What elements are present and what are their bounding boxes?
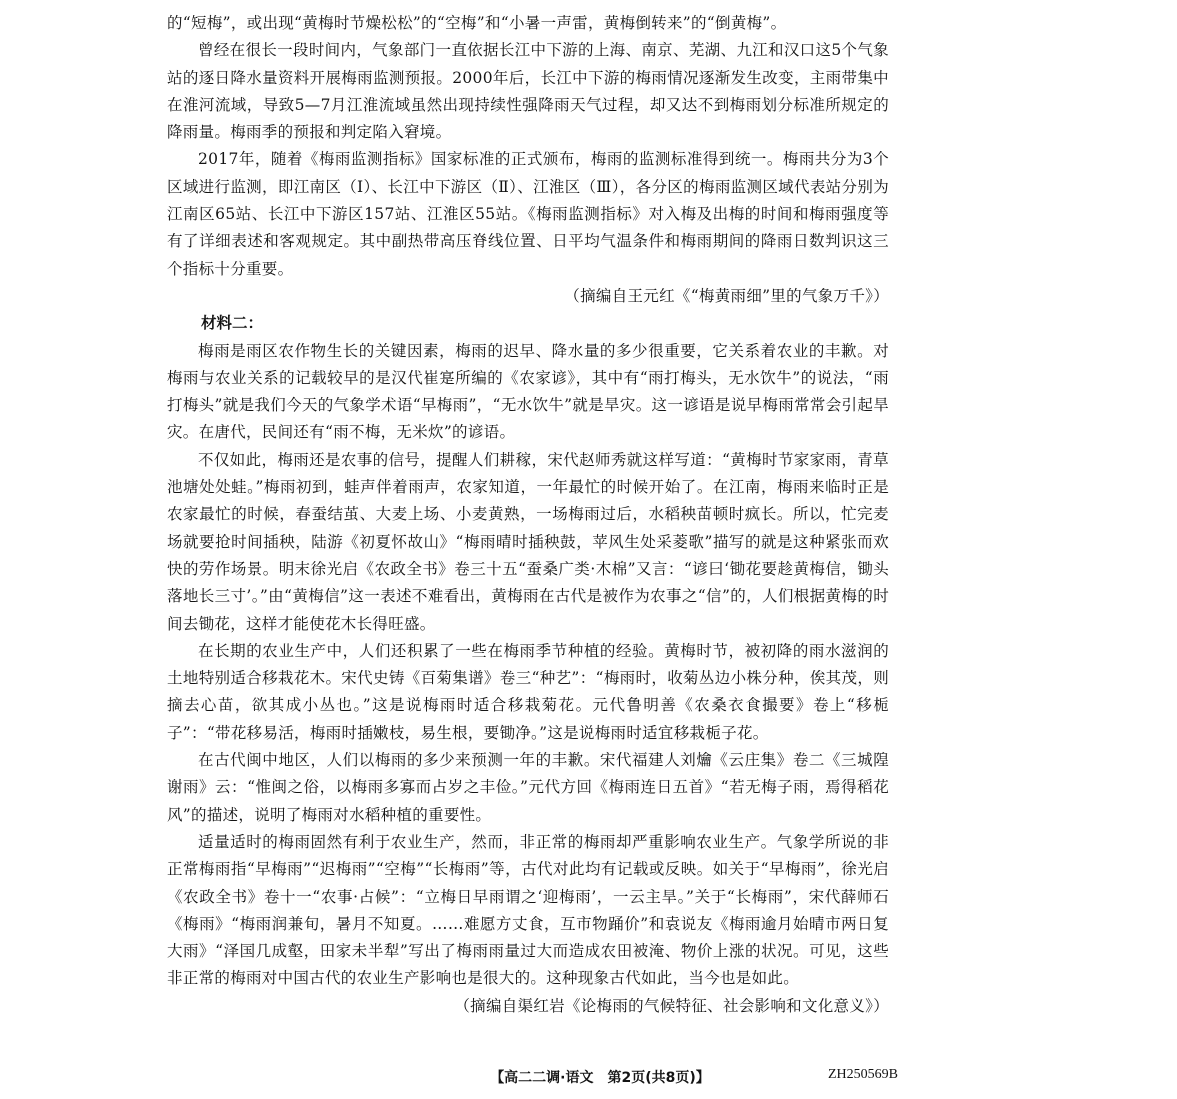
paragraph: 适量适时的梅雨固然有利于农业生产，然而，非正常的梅雨却严重影响农业生产。气象学所说的非正常梅雨指“早梅雨”“迟梅雨”“空梅”“长梅雨”等，古代对此均有记载或反映。如关于“早梅雨”，徐光启《农政全书》卷十一“农事·占候”：“立梅日早雨谓之‘迎梅雨’，一云主旱。”关于“长梅雨”，宋代薛师石《梅雨》“梅雨润兼旬，暑月不知夏。……难愿方丈食，互市物踊价”和袁说友《梅雨逾月始晴市两日复大雨》“泽国几成壑，田家未半犁”写出了梅雨雨量过大而造成农田被淹、物价上涨的状况。可见，这些非正常的梅雨对中国古代的农业生产影响也是很大的。这种现象古代如此，当今也是如此。 xyxy=(167,832,889,988)
document-page xyxy=(167,10,889,1020)
paragraph: 不仅如此，梅雨还是农事的信号，提醒人们耕稼，宋代赵师秀就这样写道：“黄梅时节家家雨，青草池塘处处蛙。”梅雨初到，蛙声伴着雨声，农家知道，一年最忙的时候开始了。在江南，梅雨来临时正是农家最忙的时候，春蚕结茧、大麦上场、小麦黄熟，一场梅雨过后，水稻秧苗顿时疯长。所以，忙完麦场就要抢时间插秧，陆游《初夏怀故山》“梅雨晴时插秧鼓，苹风生处采菱歌”描写的就是这种紧张而欢快的劳作场景。明末徐光启《农政全书》卷三十五“蚕桑广类·木棉”又言：“谚曰‘锄花要趁黄梅信，锄头落地长三寸’。”由“黄梅信”这一表述不难看出，黄梅雨在古代是被作为农事之“信”的，人们根据黄梅的时间去锄花，这样才能使花木长得旺盛。 xyxy=(167,450,890,633)
paragraph: 曾经在很长一段时间内，气象部门一直依据长江中下游的上海、南京、芜湖、九江和汉口这5个气象站的逐日降水量资料开展梅雨监测预报。2000年后，长江中下游的梅雨情况逐渐发生改变，主雨带集中在淮河流域，导致5—7月江淮流域虽然出现持续性强降雨天气过程，却又达不到梅雨划分标准所规定的降雨量。梅雨季的预报和判定陷入窘境。 xyxy=(167,41,889,142)
exam-code: ZH250569B xyxy=(828,1067,898,1082)
page-footer xyxy=(0,1067,1177,1091)
material-heading: 材料二： xyxy=(201,314,264,333)
paragraph: 在长期的农业生产中，人们还积累了一些在梅雨季节种植的经验。黄梅时节，被初降的雨水滋润的土地特别适合移栽花木。宋代史铸《百菊集谱》卷三“种艺”：“梅雨时，收菊丛边小株分种，俟其茂，则摘去心苗，欲其成小丛也。”这是说梅雨时适合移栽菊花。元代鲁明善《农桑衣食撮要》卷上“移栀子”：“带花移易活，梅雨时插嫩枝，易生根，要锄净。”这是说梅雨时适宜移栽栀子花。 xyxy=(167,641,889,742)
source-citation: （摘编自渠红岩《论梅雨的气候特征、社会影响和文化意义》） xyxy=(454,996,889,1015)
paragraph-continued: 的“短梅”，或出现“黄梅时节燥松松”的“空梅”和“小暑一声雷，黄梅倒转来”的“倒黄梅”。 xyxy=(167,14,787,32)
paragraph: 梅雨是雨区农作物生长的关键因素，梅雨的迟早、降水量的多少很重要，它关系着农业的丰歉。对梅雨与农业关系的记载较早的是汉代崔寔所编的《农家谚》，其中有“雨打梅头，无水饮牛”的说法，“雨打梅头”就是我们今天的气象学术语“早梅雨”，“无水饮牛”就是旱灾。这一谚语是说早梅雨常常会引起旱灾。在唐代，民间还有“雨不梅，无米炊”的谚语。 xyxy=(167,341,889,442)
paragraph: 在古代闽中地区，人们以梅雨的多少来预测一年的丰歉。宋代福建人刘爚《云庄集》卷二《三城隍谢雨》云：“惟闽之俗，以梅雨多寡而占岁之丰俭。”元代方回《梅雨连日五首》“若无梅子雨，焉得稻花风”的描述，说明了梅雨对水稻种植的重要性。 xyxy=(167,751,889,824)
page-info: 【高二二调·语文 第2页(共8页)】 xyxy=(490,1070,710,1086)
source-citation: （摘编自王元红《“梅黄雨细”里的气象万千》） xyxy=(564,286,889,305)
paragraph: 2017年，随着《梅雨监测指标》国家标准的正式颁布，梅雨的监测标准得到统一。梅雨共分为3个区域进行监测，即江南区（Ⅰ）、长江中下游区（Ⅱ）、江淮区（Ⅲ），各分区的梅雨监测区域代表站分别为江南区65站、长江中下游区157站、江淮区55站。《梅雨监测指标》对入梅及出梅的时间和梅雨强度等有了详细表述和客观规定。其中副热带高压脊线位置、日平均气温条件和梅雨期间的降雨日数判识这三个指标十分重要。 xyxy=(167,150,889,278)
